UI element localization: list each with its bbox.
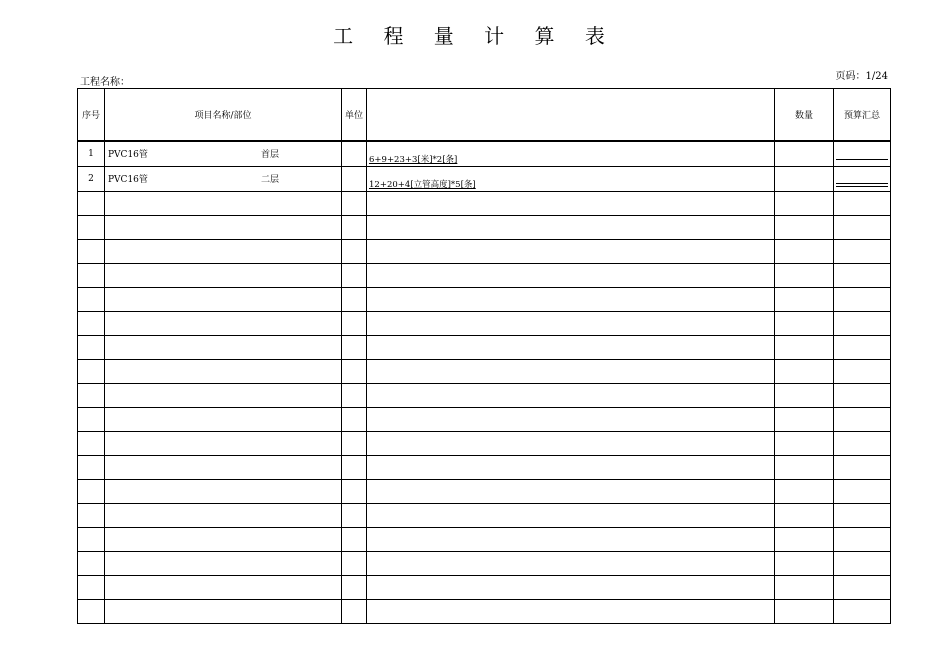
header-formula: [367, 89, 775, 142]
empty-cell[interactable]: [105, 384, 342, 408]
empty-cell[interactable]: [834, 312, 891, 336]
empty-cell[interactable]: [367, 336, 775, 360]
quantity-calculation-table: [77, 88, 891, 624]
empty-table-row[interactable]: [78, 408, 891, 432]
empty-cell[interactable]: [105, 312, 342, 336]
empty-cell[interactable]: [342, 432, 367, 456]
empty-cell[interactable]: [367, 312, 775, 336]
empty-table-row[interactable]: [78, 528, 891, 552]
empty-cell[interactable]: [775, 312, 834, 336]
header-name: 项目名称/部位: [105, 89, 342, 142]
empty-cell[interactable]: [105, 528, 342, 552]
empty-table-row[interactable]: [78, 480, 891, 504]
empty-cell[interactable]: [78, 528, 105, 552]
row-budget-total-cell[interactable]: [834, 167, 891, 192]
row-floor: 首层: [261, 150, 280, 160]
empty-cell[interactable]: [775, 576, 834, 600]
empty-cell[interactable]: [834, 432, 891, 456]
empty-cell[interactable]: [105, 432, 342, 456]
empty-cell[interactable]: [775, 384, 834, 408]
empty-cell[interactable]: [834, 600, 891, 624]
empty-cell[interactable]: [342, 264, 367, 288]
empty-cell[interactable]: [342, 312, 367, 336]
empty-cell[interactable]: [78, 336, 105, 360]
empty-cell[interactable]: [105, 288, 342, 312]
empty-cell[interactable]: [105, 408, 342, 432]
empty-cell[interactable]: [834, 360, 891, 384]
empty-cell[interactable]: [342, 504, 367, 528]
empty-cell[interactable]: [78, 264, 105, 288]
empty-cell[interactable]: [367, 384, 775, 408]
row-index: 2: [78, 167, 105, 192]
empty-cell[interactable]: [367, 288, 775, 312]
empty-cell[interactable]: [367, 600, 775, 624]
empty-cell[interactable]: [775, 480, 834, 504]
row-formula: 12+20+4[立管高度]*5[条]: [369, 180, 476, 190]
empty-cell[interactable]: [834, 552, 891, 576]
empty-cell[interactable]: [105, 576, 342, 600]
empty-cell[interactable]: [367, 528, 775, 552]
empty-cell[interactable]: [342, 192, 367, 216]
empty-cell[interactable]: [342, 576, 367, 600]
empty-cell[interactable]: [78, 600, 105, 624]
empty-cell[interactable]: [367, 192, 775, 216]
empty-cell[interactable]: [367, 480, 775, 504]
row-formula: 6+9+23+3[米]*2[条]: [369, 155, 458, 165]
empty-table-row[interactable]: [78, 576, 891, 600]
row-unit[interactable]: [342, 141, 367, 167]
empty-cell[interactable]: [775, 432, 834, 456]
empty-cell[interactable]: [342, 336, 367, 360]
page-title: 工 程 量 计 算 表: [333, 24, 617, 48]
empty-cell[interactable]: [775, 264, 834, 288]
empty-cell[interactable]: [342, 240, 367, 264]
empty-table-row[interactable]: [78, 384, 891, 408]
empty-table-row[interactable]: [78, 240, 891, 264]
empty-cell[interactable]: [775, 600, 834, 624]
empty-cell[interactable]: [78, 192, 105, 216]
empty-cell[interactable]: [834, 504, 891, 528]
empty-cell[interactable]: [78, 360, 105, 384]
empty-cell[interactable]: [342, 528, 367, 552]
empty-cell[interactable]: [105, 504, 342, 528]
empty-cell[interactable]: [775, 336, 834, 360]
empty-table-row[interactable]: [78, 288, 891, 312]
empty-table-row[interactable]: [78, 312, 891, 336]
empty-cell[interactable]: [367, 240, 775, 264]
empty-cell[interactable]: [775, 216, 834, 240]
empty-cell[interactable]: [775, 360, 834, 384]
empty-cell[interactable]: [105, 192, 342, 216]
empty-cell[interactable]: [78, 288, 105, 312]
empty-cell[interactable]: [78, 312, 105, 336]
empty-table-row[interactable]: [78, 456, 891, 480]
empty-cell[interactable]: [342, 216, 367, 240]
empty-cell[interactable]: [834, 288, 891, 312]
row-budget-total-cell[interactable]: [834, 141, 891, 167]
empty-cell[interactable]: [78, 384, 105, 408]
row-quantity[interactable]: [775, 141, 834, 167]
row-quantity[interactable]: [775, 167, 834, 192]
double-underline: [836, 183, 888, 187]
empty-cell[interactable]: [78, 240, 105, 264]
empty-cell[interactable]: [367, 216, 775, 240]
empty-cell[interactable]: [78, 576, 105, 600]
row-name: PVC16管: [108, 175, 148, 185]
empty-cell[interactable]: [78, 504, 105, 528]
empty-cell[interactable]: [367, 432, 775, 456]
empty-cell[interactable]: [775, 240, 834, 264]
empty-cell[interactable]: [342, 360, 367, 384]
header-budget-total: 预算汇总: [834, 89, 891, 142]
empty-cell[interactable]: [775, 408, 834, 432]
empty-cell[interactable]: [342, 456, 367, 480]
row-floor: 二层: [261, 175, 280, 185]
empty-cell[interactable]: [367, 456, 775, 480]
empty-cell[interactable]: [834, 336, 891, 360]
empty-cell[interactable]: [775, 288, 834, 312]
empty-cell[interactable]: [78, 408, 105, 432]
empty-cell[interactable]: [367, 552, 775, 576]
empty-cell[interactable]: [775, 528, 834, 552]
row-unit[interactable]: [342, 167, 367, 192]
empty-table-row[interactable]: [78, 216, 891, 240]
empty-cell[interactable]: [105, 336, 342, 360]
empty-cell[interactable]: [834, 264, 891, 288]
table-header-row: [78, 89, 891, 142]
empty-cell[interactable]: [342, 384, 367, 408]
row-index: 1: [78, 141, 105, 167]
empty-table-row[interactable]: [78, 336, 891, 360]
empty-table-row[interactable]: [78, 504, 891, 528]
single-underline: [836, 159, 888, 160]
empty-cell[interactable]: [834, 528, 891, 552]
header-index: 序号: [78, 89, 105, 142]
empty-cell[interactable]: [367, 408, 775, 432]
empty-cell[interactable]: [105, 480, 342, 504]
empty-cell[interactable]: [78, 456, 105, 480]
table-row[interactable]: [78, 141, 891, 167]
empty-cell[interactable]: [78, 216, 105, 240]
table-row[interactable]: [78, 167, 891, 192]
empty-cell[interactable]: [775, 504, 834, 528]
header-unit: 单位: [342, 89, 367, 142]
empty-cell[interactable]: [834, 408, 891, 432]
row-name-cell[interactable]: [105, 167, 342, 192]
empty-cell[interactable]: [105, 264, 342, 288]
row-formula-cell[interactable]: [367, 141, 775, 167]
empty-cell[interactable]: [105, 216, 342, 240]
empty-table-row[interactable]: [78, 360, 891, 384]
empty-cell[interactable]: [367, 360, 775, 384]
empty-cell[interactable]: [834, 240, 891, 264]
empty-cell[interactable]: [105, 552, 342, 576]
page-number: 页码：1/24: [835, 71, 888, 82]
row-name-cell[interactable]: [105, 141, 342, 167]
empty-cell[interactable]: [834, 480, 891, 504]
project-name-label: 工程名称：: [80, 77, 130, 88]
empty-cell[interactable]: [78, 480, 105, 504]
empty-cell[interactable]: [105, 360, 342, 384]
empty-cell[interactable]: [834, 456, 891, 480]
empty-cell[interactable]: [105, 600, 342, 624]
empty-cell[interactable]: [342, 600, 367, 624]
empty-cell[interactable]: [834, 192, 891, 216]
empty-cell[interactable]: [342, 480, 367, 504]
header-quantity: 数量: [775, 89, 834, 142]
empty-cell[interactable]: [775, 552, 834, 576]
empty-cell[interactable]: [105, 456, 342, 480]
row-formula-cell[interactable]: [367, 167, 775, 192]
row-name: PVC16管: [108, 150, 148, 160]
empty-table-row[interactable]: [78, 264, 891, 288]
empty-cell[interactable]: [834, 384, 891, 408]
empty-cell[interactable]: [834, 216, 891, 240]
empty-cell[interactable]: [367, 264, 775, 288]
empty-table-row[interactable]: [78, 600, 891, 624]
empty-cell[interactable]: [834, 576, 891, 600]
empty-cell[interactable]: [78, 552, 105, 576]
empty-cell[interactable]: [78, 432, 105, 456]
empty-cell[interactable]: [367, 504, 775, 528]
empty-cell[interactable]: [367, 576, 775, 600]
empty-table-row[interactable]: [78, 432, 891, 456]
empty-cell[interactable]: [342, 408, 367, 432]
empty-cell[interactable]: [342, 288, 367, 312]
empty-cell[interactable]: [105, 240, 342, 264]
empty-table-row[interactable]: [78, 552, 891, 576]
empty-cell[interactable]: [775, 456, 834, 480]
empty-table-row[interactable]: [78, 192, 891, 216]
empty-cell[interactable]: [342, 552, 367, 576]
empty-cell[interactable]: [775, 192, 834, 216]
